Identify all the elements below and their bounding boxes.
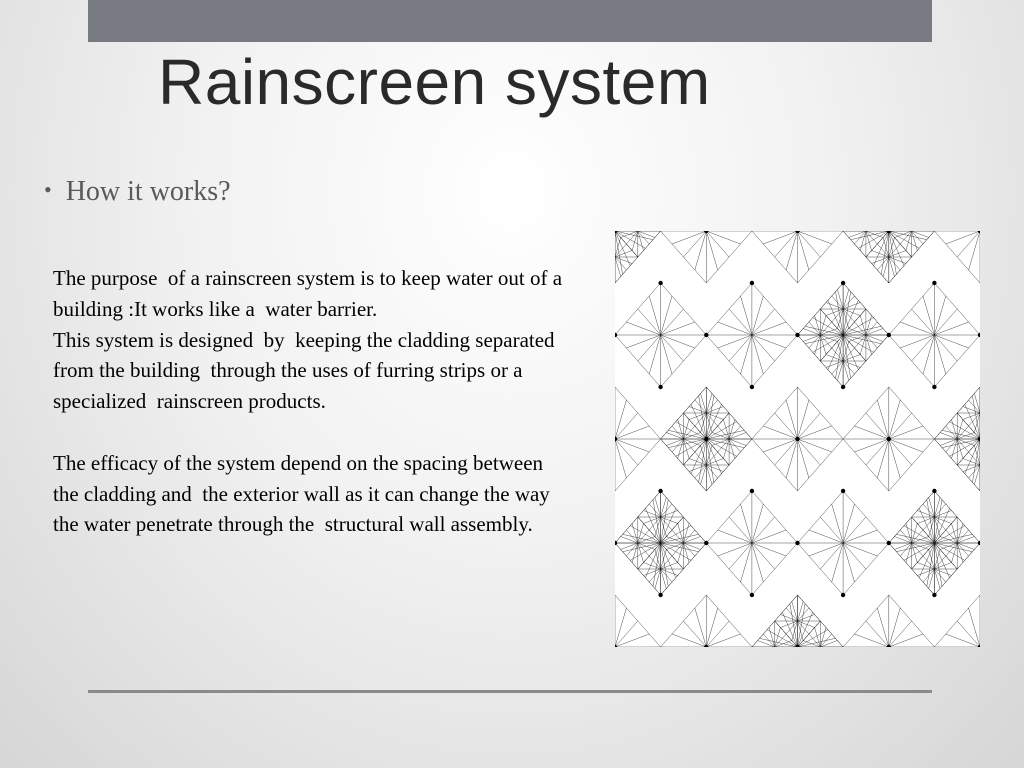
lattice-node	[841, 385, 845, 389]
lattice-node	[750, 385, 754, 389]
lattice-node	[704, 333, 708, 337]
lattice-node	[841, 593, 845, 597]
lattice-node	[932, 593, 936, 597]
lattice-node	[841, 489, 845, 493]
bullet-text: How it works?	[65, 176, 231, 207]
paragraph-design: This system is designed by keeping the cladding separated from the building through the uses of furring strips or a specialized rainscreen products.	[53, 327, 560, 414]
lattice-node	[887, 541, 891, 545]
lattice-node	[658, 385, 662, 389]
lattice-node	[841, 281, 845, 285]
paragraph-gap	[53, 417, 573, 448]
lattice-node	[704, 541, 708, 545]
paragraph-efficacy: The efficacy of the system depend on the spacing between the cladding and the exterior wall as it can change the way the water penetrate through the structural wall assembly.	[53, 450, 556, 537]
lattice-node	[795, 541, 799, 545]
lattice-node	[887, 333, 891, 337]
lattice-node	[658, 281, 662, 285]
lattice-node	[750, 489, 754, 493]
lattice-node	[932, 489, 936, 493]
lattice-node	[932, 385, 936, 389]
slide-title: Rainscreen system	[158, 46, 711, 118]
lattice-node	[615, 541, 617, 545]
bullet-point	[44, 172, 231, 210]
lattice-node	[615, 437, 617, 441]
lattice-node	[978, 333, 980, 337]
lattice-node	[978, 541, 980, 545]
body-text	[53, 263, 573, 540]
diamond-lattice-icon	[615, 231, 980, 647]
lattice-node	[658, 593, 662, 597]
lattice-node	[978, 437, 980, 441]
paragraph-purpose: The purpose of a rainscreen system is to keep water out of a building :It works like a water barrier.	[53, 266, 568, 321]
top-accent-bar	[88, 0, 932, 42]
lattice-node	[704, 437, 708, 441]
lattice-node	[887, 437, 891, 441]
lattice-node	[795, 333, 799, 337]
bullet-icon: •	[44, 177, 52, 202]
geometric-pattern-image	[615, 231, 980, 647]
lattice-node	[750, 281, 754, 285]
lattice-node	[795, 437, 799, 441]
lattice-node	[750, 593, 754, 597]
lattice-node	[615, 333, 617, 337]
lattice-node	[932, 281, 936, 285]
bottom-divider	[88, 690, 932, 693]
lattice-node	[658, 489, 662, 493]
